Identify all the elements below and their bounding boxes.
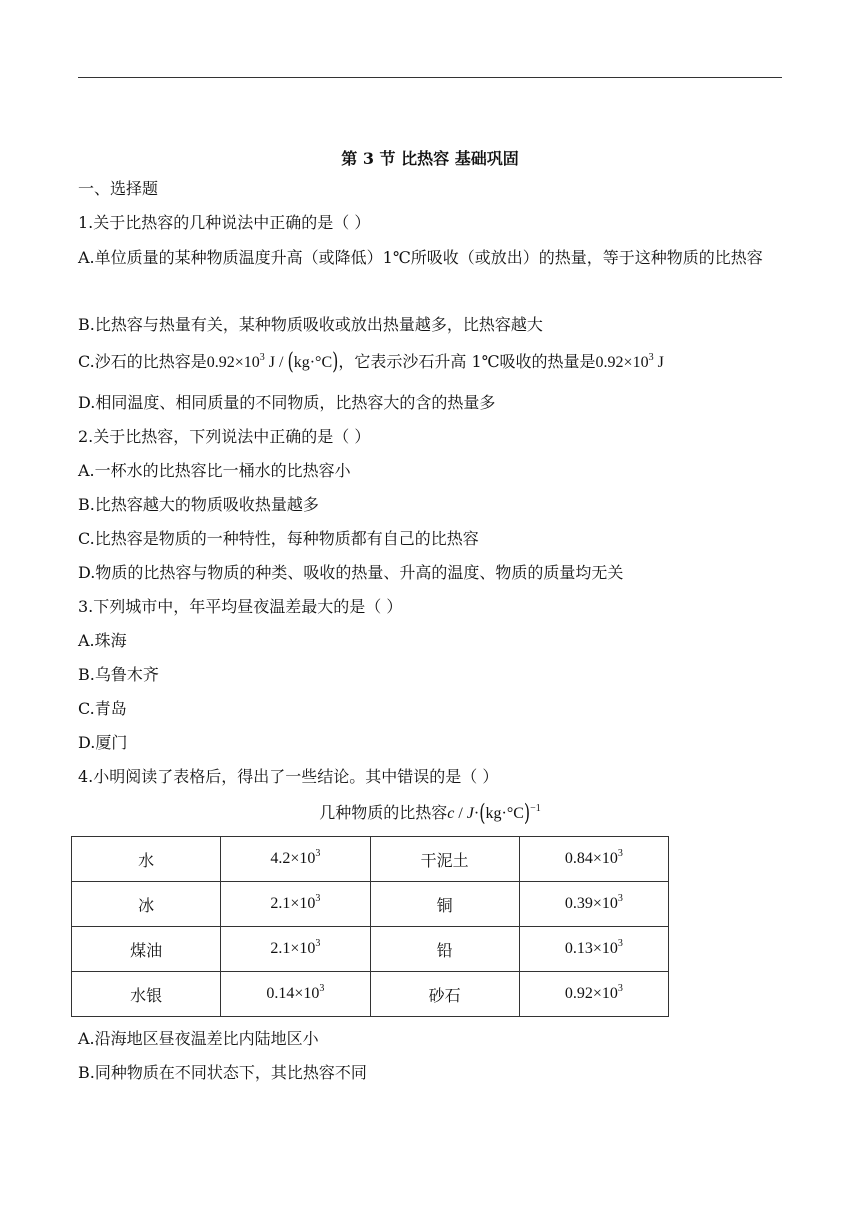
material-name: 冰 (72, 882, 221, 927)
q3-option-c: C.青岛 (78, 699, 127, 718)
value-base: 0.13×10 (564, 940, 618, 957)
material-name: 铅 (370, 927, 519, 972)
header-rule (78, 77, 782, 78)
close-paren: ) (332, 347, 339, 376)
material-name: 干泥土 (370, 837, 519, 882)
material-name: 煤油 (72, 927, 221, 972)
q2-option-b: B.比热容越大的物质吸收热量越多 (78, 495, 319, 514)
material-value (221, 837, 370, 882)
q2-option-d: D.物质的比热容与物质的种类、吸收的热量、升高的温度、物质的质量均无关 (78, 563, 624, 582)
open-paren: ( (479, 798, 486, 827)
table-row (72, 972, 669, 1017)
q4-option-a: A.沿海地区昼夜温差比内陆地区小 (78, 1029, 319, 1048)
caption-sep: / (454, 805, 467, 822)
value-base: 0.14×10 (266, 985, 320, 1002)
q1-c-exp2: 3 (648, 352, 654, 363)
q1-stem: 1.关于比热容的几种说法中正确的是（ ） (78, 213, 371, 232)
value-base: 2.1×10 (270, 940, 316, 957)
q1-c-value1: 0.92×10 (206, 354, 260, 371)
q1-c-unit-inner: kg·°C (293, 354, 333, 371)
q3-option-a: A.珠海 (78, 631, 127, 650)
q1-c-prefix: C.沙石的比热容是 (78, 352, 207, 371)
q3-option-b: B.乌鲁木齐 (78, 665, 159, 684)
caption-j: J (466, 805, 474, 822)
q1-c-value2: 0.92×10 (595, 354, 649, 371)
material-name: 水 (72, 837, 221, 882)
open-paren: ( (287, 347, 294, 376)
value-exp: 3 (617, 848, 623, 859)
q4-option-b: B.同种物质在不同状态下，其比热容不同 (78, 1063, 367, 1082)
table-caption (0, 798, 860, 827)
value-base: 0.92×10 (564, 985, 618, 1002)
caption-exp: −1 (530, 803, 541, 814)
table-row (72, 927, 669, 972)
q3-stem: 3.下列城市中，年平均昼夜温差最大的是（ ） (78, 597, 403, 616)
material-value (519, 882, 668, 927)
value-exp: 3 (315, 848, 321, 859)
material-value (221, 972, 370, 1017)
value-exp: 3 (617, 983, 623, 994)
q1-c-middle: ，它表示沙石升高 1℃吸收的热量是 (338, 352, 596, 371)
material-value (221, 882, 370, 927)
value-exp: 3 (617, 938, 623, 949)
q1-option-d: D.相同温度、相同质量的不同物质，比热容大的含的热量多 (78, 393, 496, 412)
q2-stem: 2.关于比热容，下列说法中正确的是（ ） (78, 427, 371, 446)
caption-c: c (447, 805, 455, 822)
caption-text: 几种物质的比热容 (319, 803, 448, 822)
table-row (72, 882, 669, 927)
material-name: 铜 (370, 882, 519, 927)
material-name: 水银 (72, 972, 221, 1017)
table-row (72, 837, 669, 882)
material-name: 砂石 (370, 972, 519, 1017)
caption-dot: · (473, 805, 480, 822)
value-exp: 3 (319, 983, 325, 994)
value-base: 0.39×10 (564, 895, 618, 912)
page-title: 第 3 节 比热容 基础巩固 (341, 149, 519, 168)
value-exp: 3 (617, 893, 623, 904)
caption-unit: kg·°C (485, 805, 524, 822)
material-value (519, 927, 668, 972)
value-exp: 3 (315, 893, 321, 904)
q1-option-c (78, 347, 664, 376)
value-base: 2.1×10 (270, 895, 316, 912)
material-value (519, 972, 668, 1017)
specific-heat-table (71, 836, 669, 1017)
value-base: 4.2×10 (270, 850, 316, 867)
material-value (221, 927, 370, 972)
q1-option-a: A.单位质量的某种物质温度升高（或降低）1℃所吸收（或放出）的热量，等于这种物质的比热容 (78, 248, 763, 267)
q1-c-exp1: 3 (259, 352, 265, 363)
close-paren: ) (523, 798, 531, 827)
q2-option-c: C.比热容是物质的一种特性，每种物质都有自己的比热容 (78, 529, 479, 548)
q1-c-unit2: J (653, 354, 664, 371)
q1-option-b: B.比热容与热量有关，某种物质吸收或放出热量越多，比热容越大 (78, 315, 543, 334)
q3-option-d: D.厦门 (78, 733, 128, 752)
value-exp: 3 (315, 938, 321, 949)
q1-c-unit: J / (264, 354, 288, 371)
q2-option-a: A.一杯水的比热容比一桶水的比热容小 (78, 461, 351, 480)
q4-stem: 4.小明阅读了表格后，得出了一些结论。其中错误的是（ ） (78, 767, 499, 786)
value-base: 0.84×10 (564, 850, 618, 867)
material-value (519, 837, 668, 882)
section-heading: 一、选择题 (78, 179, 159, 198)
